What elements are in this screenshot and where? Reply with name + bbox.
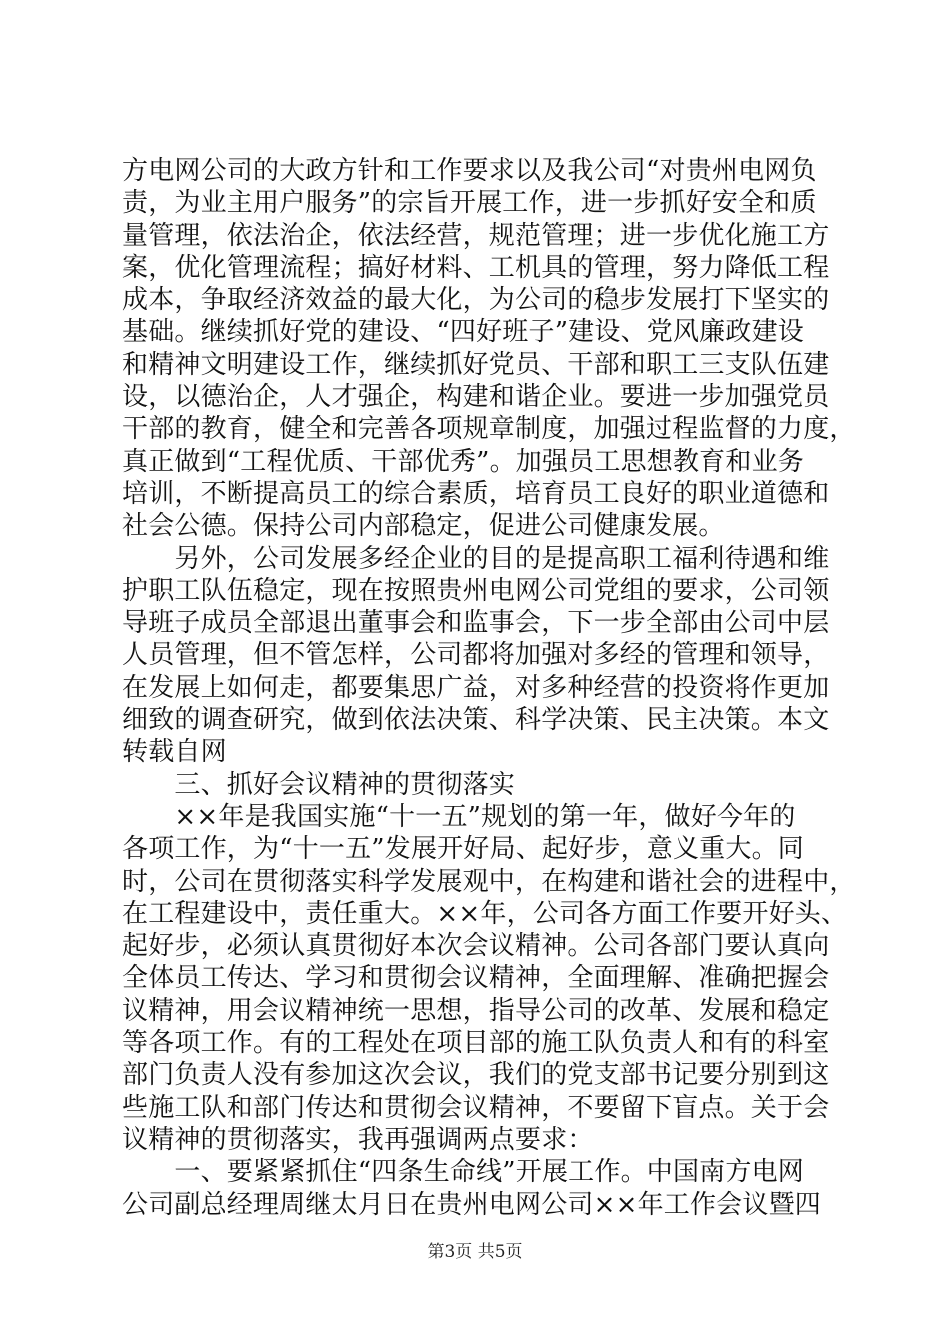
text-line: 干部的教育，健全和完善各项规章制度，加强过程监督的力度， bbox=[122, 414, 856, 445]
text-line: 在工程建设中，责任重大。××年，公司各方面工作要开好头、 bbox=[122, 898, 848, 929]
text-line: 些施工队和部门传达和贯彻会议精神，不要留下盲点。关于会 bbox=[122, 1092, 830, 1123]
text-line: 部门负责人没有参加这次会议，我们的党支部书记要分别到这 bbox=[122, 1060, 830, 1091]
text-line: 导班子成员全部退出董事会和监事会，下一步全部由公司中层 bbox=[122, 608, 830, 639]
text-line: 社会公德。保持公司内部稳定，促进公司健康发展。 bbox=[122, 511, 725, 542]
text-line: 时，公司在贯彻落实科学发展观中，在构建和谐社会的进程中， bbox=[122, 866, 856, 897]
text-line: 一、要紧紧抓住“四条生命线”开展工作。中国南方电网 bbox=[122, 1157, 804, 1188]
text-line: 起好步，必须认真贯彻好本次会议精神。公司各部门要认真向 bbox=[122, 931, 830, 962]
text-line: 公司副总经理周继太月日在贵州电网公司××年工作会议暨四 bbox=[122, 1189, 821, 1220]
text-line: 另外，公司发展多经企业的目的是提高职工福利待遇和维 bbox=[122, 543, 830, 574]
text-line: 议精神的贯彻落实，我再强调两点要求： bbox=[122, 1124, 594, 1155]
text-line: 细致的调查研究，做到依法决策、科学决策、民主决策。本文 bbox=[122, 705, 830, 736]
text-line: 等各项工作。有的工程处在项目部的施工队负责人和有的科室 bbox=[122, 1028, 830, 1059]
text-line: 方电网公司的大政方针和工作要求以及我公司“对贵州电网负 bbox=[122, 156, 817, 186]
document-body bbox=[122, 155, 856, 1221]
text-line: 全体员工传达、学习和贯彻会议精神，全面理解、准确把握会 bbox=[122, 963, 830, 994]
text-line: 培训，不断提高员工的综合素质，培育员工良好的职业道德和 bbox=[122, 478, 830, 509]
text-line: 真正做到“工程优质、干部优秀”。加强员工思想教育和业务 bbox=[122, 446, 804, 477]
text-line: 三、抓好会议精神的贯彻落实 bbox=[122, 769, 516, 800]
text-line: 成本，争取经济效益的最大化，为公司的稳步发展打下坚实的 bbox=[122, 285, 830, 316]
text-line: 人员管理，但不管怎样，公司都将加强对多经的管理和领导， bbox=[122, 640, 830, 671]
text-line: 在发展上如何走，都要集思广益，对多种经营的投资将作更加 bbox=[122, 672, 830, 703]
text-line: 量管理，依法治企，依法经营，规范管理；进一步优化施工方 bbox=[122, 220, 830, 251]
text-line: 护职工队伍稳定，现在按照贵州电网公司党组的要求，公司领 bbox=[122, 575, 830, 606]
text-line: 各项工作，为“十一五”发展开好局、起好步，意义重大。同 bbox=[122, 834, 804, 865]
text-line: 议精神，用会议精神统一思想，指导公司的改革、发展和稳定 bbox=[122, 995, 830, 1026]
text-line: 基础。继续抓好党的建设、“四好班子”建设、党风廉政建设 bbox=[122, 317, 804, 348]
text-line: 设，以德治企，人才强企，构建和谐企业。要进一步加强党员 bbox=[122, 382, 830, 413]
text-line: 转载自网 bbox=[122, 737, 227, 768]
text-line: 责，为业主用户服务”的宗旨开展工作，进一步抓好安全和质 bbox=[122, 188, 817, 219]
text-line: 和精神文明建设工作，继续抓好党员、干部和职工三支队伍建 bbox=[122, 349, 830, 380]
text-line: 案，优化管理流程；搞好材料、工机具的管理，努力降低工程 bbox=[122, 252, 830, 283]
page-footer: 第3页 共5页 bbox=[427, 1242, 523, 1262]
text-line: ××年是我国实施“十一五”规划的第一年，做好今年的 bbox=[122, 801, 796, 832]
